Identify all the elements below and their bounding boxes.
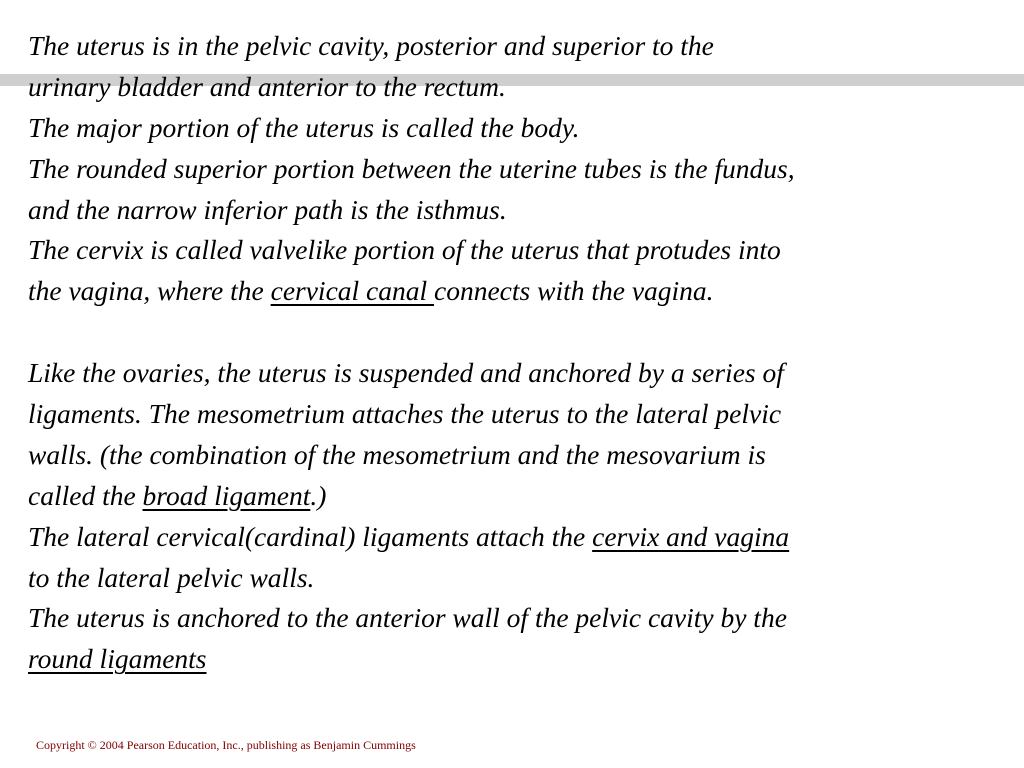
ligaments-line-4-end: .)	[310, 479, 327, 511]
slide-body-text	[28, 26, 1003, 680]
cervix-line-2-start: the vagina, where the	[28, 275, 271, 307]
text-line	[28, 598, 1003, 639]
uterus-location-line-1: The uterus is in the pelvic cavity, posterior and superior to the	[28, 30, 714, 61]
cardinal-line-2: to the lateral pelvic walls.	[28, 561, 315, 593]
text-line	[28, 639, 1003, 680]
cervix-and-vagina-term: cervix and vagina	[592, 520, 790, 552]
text-line	[28, 67, 1003, 108]
uterus-location-line-2: urinary bladder and anterior to the rectum.	[28, 70, 506, 102]
text-line	[28, 26, 1003, 67]
text-line	[28, 558, 1003, 599]
ligaments-line-2: ligaments. The mesometrium attaches the uterus to the lateral pelvic	[28, 398, 782, 430]
text-line	[28, 149, 1003, 190]
isthmus-line-2: and the narrow inferior path is the isthmus.	[28, 193, 507, 225]
round-ligaments-term: round ligaments	[28, 643, 207, 675]
ligaments-line-1: Like the ovaries, the uterus is suspended and anchored by a series of	[28, 357, 784, 389]
cervical-canal-term: cervical canal	[270, 275, 435, 307]
text-line	[28, 190, 1003, 231]
broad-ligament-term: broad ligament	[142, 479, 311, 511]
cervix-line-1: The cervix is called valvelike portion of the uterus that protudes into	[28, 234, 781, 266]
cervix-line-2-end: connects with the vagina.	[434, 275, 714, 307]
text-line	[28, 435, 1003, 476]
text-line	[28, 394, 1003, 435]
text-line	[28, 476, 1003, 517]
copyright-footer: Copyright © 2004 Pearson Education, Inc., publishing as Benjamin Cummings	[36, 738, 416, 752]
paragraph-spacer	[28, 312, 1003, 353]
round-ligament-line-1: The uterus is anchored to the anterior wall of the pelvic cavity by the	[28, 602, 787, 634]
fundus-line-1: The rounded superior portion between the uterine tubes is the fundus,	[28, 152, 795, 184]
cardinal-line-1-start: The lateral cervical(cardinal) ligaments attach the	[28, 520, 593, 552]
text-line	[28, 353, 1003, 394]
text-line	[28, 271, 1003, 312]
uterus-body-line: The major portion of the uterus is called the body.	[28, 111, 580, 143]
text-line	[28, 517, 1003, 558]
ligaments-line-4-start: called the	[28, 479, 143, 511]
text-line	[28, 108, 1003, 149]
text-line	[28, 230, 1003, 271]
ligaments-line-3: walls. (the combination of the mesometrium and the mesovarium is	[28, 438, 766, 470]
